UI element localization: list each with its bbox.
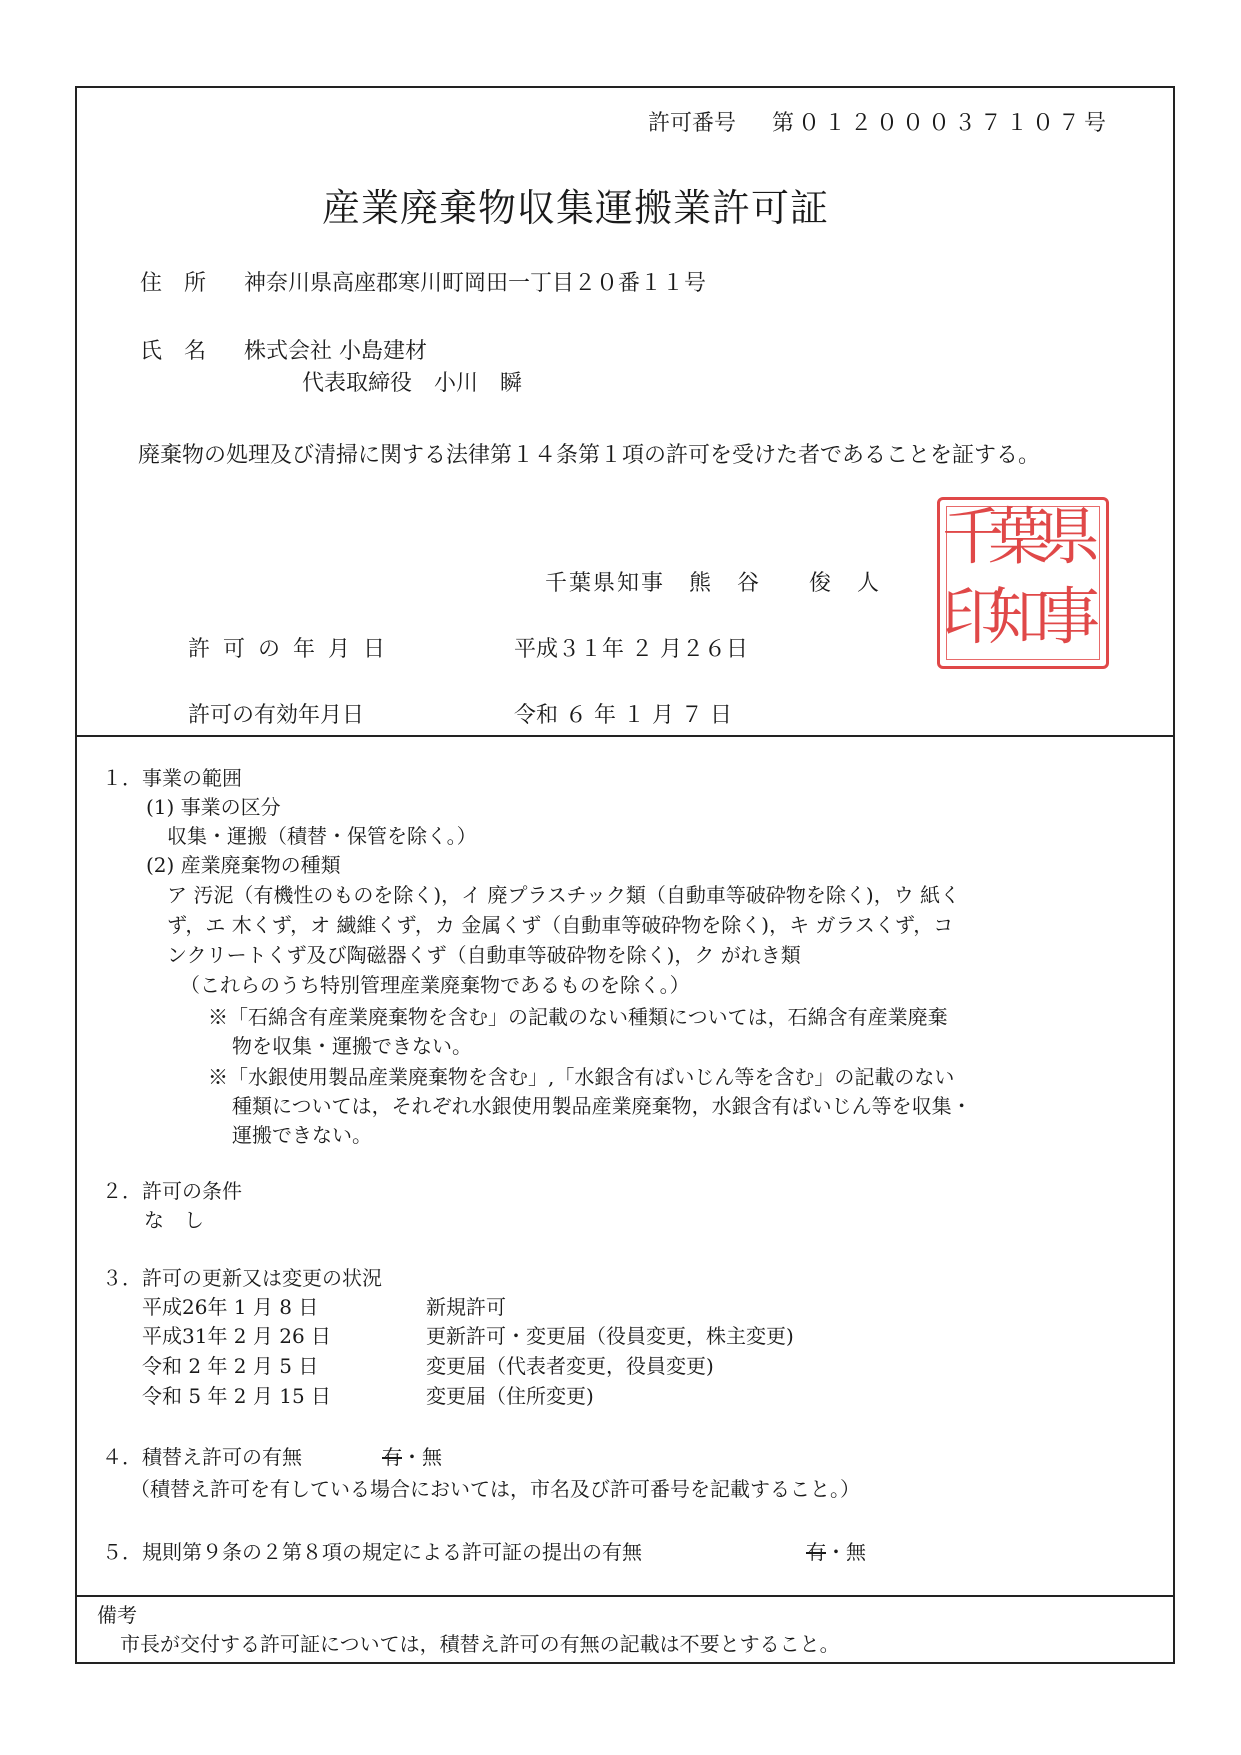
document-title: 産業廃棄物収集運搬業許可証 (322, 186, 830, 230)
official-seal (937, 497, 1109, 669)
note-line: 運搬できない。 (232, 1123, 372, 1147)
section1-sub1-text: 収集・運搬（積替・保管を除く。） (167, 824, 477, 848)
seal-char: 知 (988, 580, 1051, 653)
remarks-text: 市長が交付する許可証については，積替え許可の有無の記載は不要とすること。 (120, 1632, 840, 1656)
section3-heading: ３．許可の更新又は変更の状況 (102, 1266, 382, 1290)
section1-sub2-heading: (2) 産業廃棄物の種類 (146, 853, 341, 877)
seal-char: 葉 (988, 500, 1051, 573)
certification-text: 廃棄物の処理及び清掃に関する法律第１４条第１項の許可を受けた者であることを証する。 (138, 443, 1041, 468)
section1-sub1-heading: (1) 事業の区分 (146, 795, 281, 819)
seal-char: 印 (942, 580, 1005, 653)
expiry-date: 令和 ６ 年 １ 月 ７ 日 (514, 703, 732, 728)
history-date: 令和 2 年 2 月 5 日 (142, 1354, 319, 1378)
section2-text: な し (144, 1208, 204, 1232)
divider-remarks (75, 1595, 1175, 1597)
history-date: 平成31年 2 月 26 日 (142, 1324, 332, 1348)
transfer-option-yes: 有・無 (382, 1445, 442, 1469)
section4-note: （積替え許可を有している場合においては，市名及び許可番号を記載すること。） (130, 1477, 860, 1501)
representative: 代表取締役 小川 瞬 (302, 371, 523, 396)
history-desc: 更新許可・変更届（役員変更，株主変更) (426, 1324, 794, 1348)
divider-top (75, 735, 1175, 737)
note-line: 種類については，それぞれ水銀使用製品産業廃棄物，水銀含有ばいじん等を収集・ (232, 1094, 972, 1118)
history-desc: 新規許可 (426, 1295, 506, 1319)
address-value: 神奈川県高座郡寒川町岡田一丁目２０番１１号 (244, 271, 707, 296)
waste-types-line: （これらのうち特別管理産業廃棄物であるものを除く。） (180, 973, 690, 997)
section4-heading: ４．積替え許可の有無 (102, 1445, 302, 1469)
permit-date: 平成３１年 ２ 月２６日 (514, 637, 748, 662)
section1-heading: １．事業の範囲 (102, 766, 242, 790)
history-date: 平成26年 1 月 8 日 (142, 1295, 319, 1319)
note-line: 物を収集・運搬できない。 (232, 1034, 472, 1058)
history-desc: 変更届（代表者変更，役員変更) (426, 1354, 714, 1378)
history-date: 令和 5 年 2 月 15 日 (142, 1384, 332, 1408)
section2-heading: ２．許可の条件 (102, 1179, 242, 1203)
seal-char: 千 (942, 500, 1005, 573)
company-name: 株式会社 小島建材 (244, 339, 427, 364)
note-line: ※「石綿含有産業廃棄物を含む」の記載のない種類については，石綿含有産業廃棄 (208, 1005, 948, 1029)
permit-number: 第０１２０００３７１０７号 (772, 111, 1111, 136)
history-desc: 変更届（住所変更) (426, 1384, 594, 1408)
seal-char: 事 (1038, 580, 1101, 653)
waste-types-line: ア 汚泥（有機性のものを除く)，イ 廃プラスチック類（自動車等破砕物を除く)，ウ 紙く (167, 883, 961, 907)
section5-heading: ５．規則第９条の２第８項の規定による許可証の提出の有無 (102, 1540, 642, 1564)
note-line: ※「水銀使用製品産業廃棄物を含む」,「水銀含有ばいじん等を含む」の記載のない (208, 1065, 955, 1089)
name-label: 氏 名 (140, 339, 207, 364)
waste-types-line: ず，エ 木くず，オ 繊維くず，カ 金属くず（自動車等破砕物を除く)，キ ガラスくず，コ (167, 913, 954, 937)
seal-char: 県 (1038, 500, 1101, 573)
expiry-label: 許可の有効年月日 (188, 703, 365, 728)
issuer-name: 千葉県知事 熊 谷 俊 人 (545, 571, 882, 596)
address-label: 住 所 (140, 271, 207, 296)
permit-number-label: 許可番号 (648, 111, 737, 136)
remarks-label: 備考 (97, 1603, 137, 1627)
submission-option: 有・無 (806, 1540, 866, 1564)
waste-types-line: ンクリートくず及び陶磁器くず（自動車等破砕物を除く)，ク がれき類 (167, 943, 801, 967)
permit-date-label: 許 可 の 年 月 日 (188, 637, 388, 662)
